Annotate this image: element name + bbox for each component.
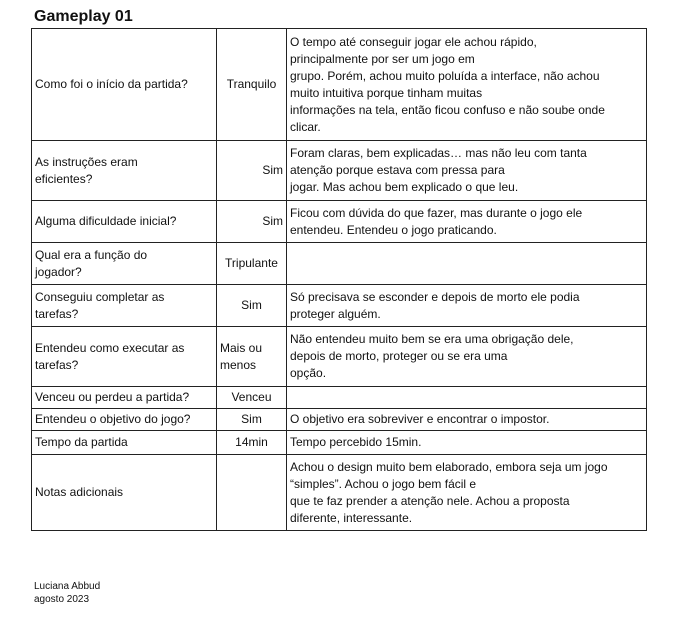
table-row [32,455,647,531]
question-text: eficientes? [35,171,93,186]
page-title: Gameplay 01 [34,8,133,25]
question-cell [32,141,217,201]
notes-line: grupo. Porém, achou muito poluída a interface, não achou [290,68,600,83]
notes-line: atenção porque estava com pressa para [290,163,505,177]
notes-line: Só precisava se esconder e depois de morto ele podia [290,289,580,304]
notes-cell [287,29,647,141]
question-text: tarefas? [35,357,79,372]
table-row [32,387,647,409]
table-row [32,431,647,455]
notes-line: O tempo até conseguir jogar ele achou rápido, [290,34,537,49]
table-row [32,409,647,431]
question-cell [32,387,217,409]
notes-cell [287,243,647,285]
question-cell [32,285,217,327]
notes-line: O objetivo era sobreviver e encontrar o impostor. [290,412,550,426]
notes-cell [287,455,647,531]
notes-line: opção. [290,366,327,380]
notes-line: principalmente por ser um jogo em [290,51,475,66]
answer-text: Sim [241,298,262,312]
author-name: Luciana Abbud [34,581,101,592]
question-text: Notas adicionais [35,485,124,499]
answer-text: Tripulante [225,256,278,270]
notes-line: Ficou com dúvida do que fazer, mas durante o jogo ele [290,205,583,220]
notes-cell [287,285,647,327]
answer-cell [217,201,287,243]
notes-line: proteger alguém. [290,306,381,321]
table-row [32,141,647,201]
question-text: Tempo da partida [35,435,128,449]
notes-cell [287,431,647,455]
notes-cell [287,387,647,409]
answer-cell [217,455,287,531]
notes-line: que te faz prender a atenção nele. Achou a proposta [290,493,570,508]
table-row [32,201,647,243]
question-text: Como foi o início da partida? [35,77,188,91]
notes-cell [287,409,647,431]
notes-line: Achou o design muito bem elaborado, embora seja um jogo [290,459,608,474]
answer-text: menos [220,357,257,372]
question-cell [32,327,217,387]
question-text: tarefas? [35,306,79,321]
question-text: jogador? [35,264,82,279]
question-cell [32,201,217,243]
question-cell [32,409,217,431]
gameplay-table [31,28,647,531]
question-cell [32,431,217,455]
answer-text: Venceu [231,390,272,404]
notes-line: depois de morto, proteger ou se era uma [290,349,508,363]
table-row [32,285,647,327]
question-text: Venceu ou perdeu a partida? [35,390,190,404]
answer-text: Sim [262,163,283,177]
notes-line: diferente, interessante. [290,510,413,525]
question-text: Entendeu o objetivo do jogo? [35,412,191,426]
question-text: As instruções eram [35,154,138,169]
notes-line: Não entendeu muito bem se era uma obrigação dele, [290,332,574,346]
answer-cell [217,29,287,141]
notes-line: clicar. [290,119,321,134]
question-text: Conseguiu completar as [35,289,165,304]
table-row [32,29,647,141]
notes-line: Foram claras, bem explicadas… mas não leu com tanta [290,146,587,160]
answer-text: 14min [235,435,268,449]
notes-cell [287,141,647,201]
notes-line: entendeu. Entendeu o jogo praticando. [290,222,497,237]
answer-cell [217,243,287,285]
table-row [32,243,647,285]
answer-cell [217,285,287,327]
answer-text: Mais ou [220,340,263,355]
notes-line: informações na tela, então ficou confuso e não soube onde [290,102,605,117]
answer-text: Sim [241,412,262,426]
question-cell [32,29,217,141]
notes-line: “simples”. Achou o jogo bem fácil e [290,476,477,491]
answer-cell [217,141,287,201]
question-text: Alguma dificuldade inicial? [35,214,177,228]
table-row [32,327,647,387]
notes-line: Tempo percebido 15min. [290,435,422,449]
question-cell [32,243,217,285]
question-cell [32,455,217,531]
answer-text: Tranquilo [226,77,277,91]
notes-cell [287,327,647,387]
question-text: Qual era a função do [35,247,148,262]
notes-line: jogar. Mas achou bem explicado o que leu. [290,180,519,194]
question-text: Entendeu como executar as [35,340,185,355]
notes-line: muito intuitiva porque tinham muitas [290,85,483,100]
document-date: agosto 2023 [34,594,90,605]
answer-text: Sim [262,214,283,228]
answer-cell [217,327,287,387]
answer-cell [217,409,287,431]
answer-cell [217,387,287,409]
document-footer [34,580,100,606]
answer-cell [217,431,287,455]
notes-cell [287,201,647,243]
